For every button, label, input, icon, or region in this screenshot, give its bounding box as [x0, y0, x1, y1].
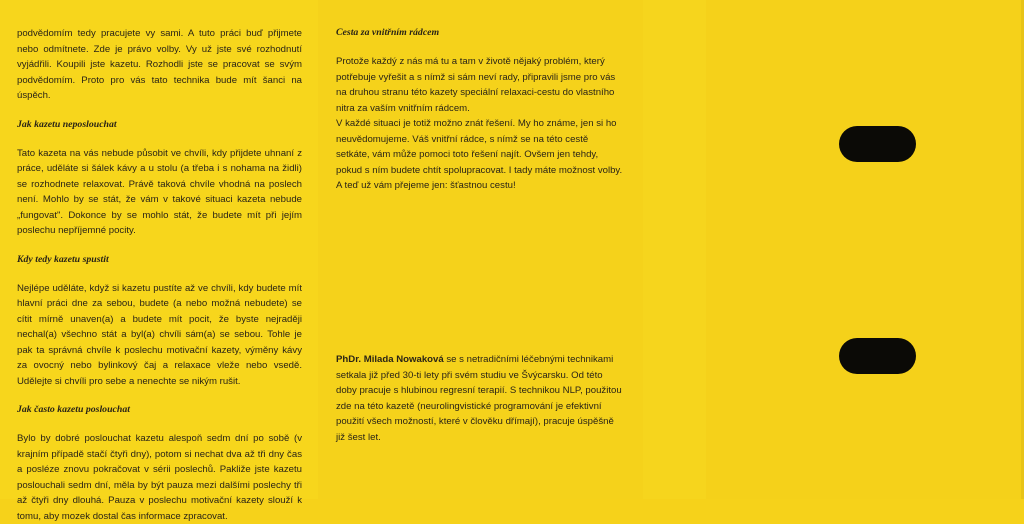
heading-inner-advisor: Cesta za vnitřním rádcem [336, 27, 440, 38]
author-bio [336, 352, 624, 445]
left-text-panel [0, 0, 318, 522]
author-bio-text: se s netradičními léčebnými technikami setkala již před 30-ti lety při svém studiu ve Švýcarsku. Od této doby pracuje s hlubinou regresní terapií. S technikou NLP, použitou zde na této kazetě (neurolingvistické programování je efektivní použití všech možností, které v člověku dřímají), pracuje úspěšně již šest let. [336, 354, 622, 443]
middle-text-panel [318, 0, 643, 499]
spool-window-bottom [839, 338, 916, 374]
right-panel [706, 0, 1024, 499]
heading-when-to-start: Kdy tedy kazetu spustit [17, 253, 109, 265]
heading-how-not-to-listen: Jak kazetu neposlouchat [17, 118, 117, 130]
heading-how-often: Jak často kazetu poslouchat [17, 404, 130, 415]
intro-paragraph: podvědomím tedy pracujete vy sami. A tuto práci buď přijmete nebo odmítnete. Zde je právo volby. Vy už jste své rozhodnutí vyjádřili. Koupili jste kazetu. Rozhodli jste se pracovat se svým podvědomím. Proto pro vás tato technika bude mít šanci na úspěch. [17, 28, 302, 101]
paragraph-when-to-start: Nejlépe uděláte, když si kazetu pustíte až ve chvíli, kdy budete mít hlavní práci dne za sebou, budete (a nebo možná nebudete) se cítit mírně unaven(a) a budete mít pocit, že byste nejraději nechal(a) všechno stát a byl(a) chvíli sám(a) se sebou. Tohle je pak ta správná chvíle k poslechu motivační kazety, výměny kávy za ovocný nebo bylinkový čaj a relaxace vleže nebo vsedě. Udělejte si chvíli pro sebe a nenechte se nikým rušit. [17, 282, 302, 387]
paragraph-inner-advisor-3: A teď už vám přejeme jen: šťastnou cestu! [336, 180, 516, 191]
paragraph-how-often: Bylo by dobré poslouchat kazetu alespoň sedm dní po sobě (v krajním případě stačí čtyři dny), potom si nechat dva až tři dny čas a posléze znovu pokračovat v sérii poslechů. Pakliže jste kazetu poslouchali sedm dní, měla by být pauza mezi dalšími poslechy tři až čtyři dny dlouhá. Pauza v poslechu motivační kazety slouží k tomu, aby mozek dostal čas informace zpracovat. [17, 433, 302, 522]
paragraph-inner-advisor-2: V každé situaci je totiž možno znát řešení. My ho známe, jen si ho neuvědomujeme. Váš vnitřní rádce, s nímž se na této cestě setkáte, vám může pomoci toto řešení najít. Ovšem jen tehdy, pokud s ním budete chtít spolupracovat. I tady máte možnost volby. [336, 118, 623, 176]
spine-panel [643, 0, 706, 499]
author-name: PhDr. Milada Nowaková [336, 354, 444, 365]
spool-window-top [839, 126, 916, 162]
paragraph-inner-advisor-1: Protože každý z nás má tu a tam v životě nějaký problém, který potřebuje vyřešit a s nímž si sám neví rady, připravili jsme pro vás na druhou stranu této kazety speciální relaxaci-cestu do vlastního nitra za vaším vnitřním rádcem. [336, 56, 616, 114]
paragraph-how-not-to-listen: Tato kazeta na vás nebude působit ve chvíli, kdy přijdete uhnaní z práce, uděláte si šálek kávy a u stolu (a třeba i s nohama na židli) se rozhodnete relaxovat. Právě taková chvíle vhodná na poslech není. Mohlo by se stát, že vám v takové situaci kazeta nebude „fungovat". Dokonce by se mohlo stát, že budete mít při jejím poslechu nepříjemné pocity. [17, 147, 302, 236]
